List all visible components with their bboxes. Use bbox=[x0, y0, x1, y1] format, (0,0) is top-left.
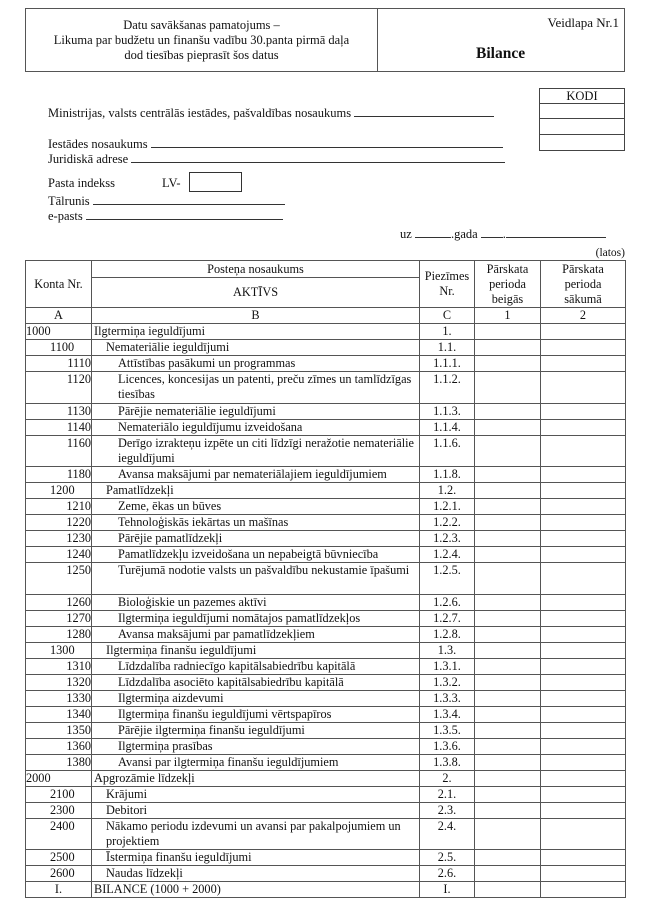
account-code-cell: 1230 bbox=[26, 531, 92, 547]
note-number-cell: 1.3.6. bbox=[420, 738, 475, 754]
period-start-value-field[interactable] bbox=[541, 547, 626, 563]
postal-code-field[interactable] bbox=[189, 172, 242, 192]
account-code-cell: 1300 bbox=[26, 642, 92, 658]
account-code-cell: 1140 bbox=[26, 419, 92, 435]
note-number-cell: 1.2.7. bbox=[420, 610, 475, 626]
codes-box bbox=[539, 88, 625, 151]
period-end-value-field[interactable] bbox=[475, 372, 541, 404]
balance-table bbox=[25, 260, 626, 898]
account-code-cell: 2000 bbox=[26, 770, 92, 786]
account-code-cell: 1220 bbox=[26, 515, 92, 531]
note-number-cell: 1.2.5. bbox=[420, 563, 475, 595]
note-number-cell: 1.3.2. bbox=[420, 674, 475, 690]
table-row bbox=[26, 850, 626, 866]
period-end-value-field[interactable] bbox=[475, 882, 541, 898]
item-name-cell: Pārējie nemateriālie ieguldījumi bbox=[92, 403, 420, 419]
period-end-value-field[interactable] bbox=[475, 754, 541, 770]
period-start-value-field[interactable] bbox=[541, 738, 626, 754]
period-start-value-field[interactable] bbox=[541, 467, 626, 483]
period-start-value-field[interactable] bbox=[541, 642, 626, 658]
table-row bbox=[26, 467, 626, 483]
period-start-value-field[interactable] bbox=[541, 658, 626, 674]
note-number-cell: 1.2.8. bbox=[420, 626, 475, 642]
code-field[interactable] bbox=[540, 104, 624, 119]
item-name-cell: Avansi par ilgtermiņa finanšu ieguldījumiem bbox=[92, 754, 420, 770]
item-name-cell: Līdzdalība asociēto kapitālsabiedrību kapitālā bbox=[92, 674, 420, 690]
period-start-value-field[interactable] bbox=[541, 531, 626, 547]
account-code-cell: 2600 bbox=[26, 866, 92, 882]
account-code-cell: 1130 bbox=[26, 403, 92, 419]
note-number-cell: 1.1.4. bbox=[420, 419, 475, 435]
item-name-cell: Nemateriālo ieguldījumu izveidošana bbox=[92, 419, 420, 435]
note-number-cell: 1. bbox=[420, 324, 475, 340]
table-row bbox=[26, 642, 626, 658]
item-name-cell: Licences, koncesijas un patenti, preču zīmes un tamlīdzīgas tiesības bbox=[92, 372, 420, 404]
item-name-cell: Ilgtermiņa prasības bbox=[92, 738, 420, 754]
period-end-value-field[interactable] bbox=[475, 403, 541, 419]
note-number-cell: 1.2.2. bbox=[420, 515, 475, 531]
account-code-cell: 1260 bbox=[26, 594, 92, 610]
period-start-value-field[interactable] bbox=[541, 674, 626, 690]
period-end-value-field[interactable] bbox=[475, 499, 541, 515]
period-start-value-field[interactable] bbox=[541, 850, 626, 866]
item-name-cell: Apgrozāmie līdzekļi bbox=[92, 770, 420, 786]
date-year-field[interactable] bbox=[506, 225, 606, 238]
date-prefix: uz bbox=[400, 227, 412, 241]
period-end-value-field[interactable] bbox=[475, 610, 541, 626]
table-row bbox=[26, 372, 626, 404]
period-end-value-field[interactable] bbox=[475, 594, 541, 610]
note-number-cell: I. bbox=[420, 882, 475, 898]
account-code-cell: 1380 bbox=[26, 754, 92, 770]
table-row bbox=[26, 866, 626, 882]
account-code-cell: 1270 bbox=[26, 610, 92, 626]
table-row bbox=[26, 706, 626, 722]
period-end-value-field[interactable] bbox=[475, 690, 541, 706]
item-name-cell: Pamatlīdzekļi bbox=[92, 483, 420, 499]
item-name-cell: Ilgtermiņa finanšu ieguldījumi bbox=[92, 642, 420, 658]
item-name-cell: Krājumi bbox=[92, 786, 420, 802]
note-number-cell: 2.1. bbox=[420, 786, 475, 802]
account-code-cell: 1350 bbox=[26, 722, 92, 738]
form-header bbox=[25, 8, 625, 72]
item-name-cell: Ilgtermiņa ieguldījumi bbox=[92, 324, 420, 340]
account-code-cell: 1250 bbox=[26, 563, 92, 595]
col-header-section: AKTĪVS bbox=[92, 278, 420, 308]
period-start-value-field[interactable] bbox=[541, 403, 626, 419]
note-number-cell: 1.2.6. bbox=[420, 594, 475, 610]
table-row bbox=[26, 594, 626, 610]
item-name-cell: Derīgo izrakteņu izpēte un citi līdzīgi neražotie nemateriālie ieguldījumi bbox=[92, 435, 420, 467]
table-row bbox=[26, 499, 626, 515]
period-start-value-field[interactable] bbox=[541, 483, 626, 499]
item-name-cell: Ilgtermiņa ieguldījumi nomātajos pamatlīdzekļos bbox=[92, 610, 420, 626]
email-field[interactable] bbox=[86, 207, 283, 220]
period-end-value-field[interactable] bbox=[475, 818, 541, 850]
period-start-value-field[interactable] bbox=[541, 626, 626, 642]
table-row bbox=[26, 435, 626, 467]
table-row bbox=[26, 690, 626, 706]
note-number-cell: 1.2.3. bbox=[420, 531, 475, 547]
note-number-cell: 1.3.5. bbox=[420, 722, 475, 738]
account-code-cell: 1310 bbox=[26, 658, 92, 674]
table-row bbox=[26, 324, 626, 340]
period-end-value-field[interactable] bbox=[475, 356, 541, 372]
period-end-value-field[interactable] bbox=[475, 770, 541, 786]
item-name-cell: Avansa maksājumi par nemateriālajiem ieguldījumiem bbox=[92, 467, 420, 483]
period-start-value-field[interactable] bbox=[541, 818, 626, 850]
table-row bbox=[26, 770, 626, 786]
period-end-value-field[interactable] bbox=[475, 563, 541, 595]
account-code-cell: 1160 bbox=[26, 435, 92, 467]
table-row bbox=[26, 802, 626, 818]
account-code-cell: 1110 bbox=[26, 356, 92, 372]
note-number-cell: 1.1.1. bbox=[420, 356, 475, 372]
note-number-cell: 1.3. bbox=[420, 642, 475, 658]
institution-field[interactable] bbox=[151, 135, 503, 148]
legal-basis bbox=[26, 9, 378, 71]
note-number-cell: 1.3.4. bbox=[420, 706, 475, 722]
col-letter: 2 bbox=[541, 308, 626, 324]
period-end-value-field[interactable] bbox=[475, 547, 541, 563]
account-code-cell: 1200 bbox=[26, 483, 92, 499]
table-row bbox=[26, 483, 626, 499]
period-end-value-field[interactable] bbox=[475, 626, 541, 642]
account-code-cell: 1120 bbox=[26, 372, 92, 404]
note-number-cell: 1.1.3. bbox=[420, 403, 475, 419]
table-row bbox=[26, 882, 626, 898]
col-letter: 1 bbox=[475, 308, 541, 324]
period-start-value-field[interactable] bbox=[541, 882, 626, 898]
institution-label: Iestādes nosaukums bbox=[48, 137, 148, 151]
period-end-value-field[interactable] bbox=[475, 738, 541, 754]
item-name-cell: Ilgtermiņa finanšu ieguldījumi vērtspapīros bbox=[92, 706, 420, 722]
legal-basis-line: dod tiesības pieprasīt šos datus bbox=[124, 47, 279, 62]
account-code-cell: 1240 bbox=[26, 547, 92, 563]
account-code-cell: 1000 bbox=[26, 324, 92, 340]
period-start-value-field[interactable] bbox=[541, 690, 626, 706]
email-row bbox=[48, 207, 283, 224]
col-header-item: Posteņa nosaukums bbox=[92, 261, 420, 278]
period-end-value-field[interactable] bbox=[475, 531, 541, 547]
phone-field[interactable] bbox=[93, 192, 285, 205]
page-title: Bilance bbox=[476, 45, 526, 62]
item-name-cell: Avansa maksājumi par pamatlīdzekļiem bbox=[92, 626, 420, 642]
period-start-value-field[interactable] bbox=[541, 722, 626, 738]
account-code-cell: I. bbox=[26, 882, 92, 898]
period-end-value-field[interactable] bbox=[475, 786, 541, 802]
codes-header: KODI bbox=[540, 89, 624, 104]
account-code-cell: 1340 bbox=[26, 706, 92, 722]
item-name-cell: Bioloģiskie un pazemes aktīvi bbox=[92, 594, 420, 610]
item-name-cell: Nākamo periodu izdevumi un avansi par pakalpojumiem un projektiem bbox=[92, 818, 420, 850]
period-end-value-field[interactable] bbox=[475, 642, 541, 658]
note-number-cell: 1.2.4. bbox=[420, 547, 475, 563]
note-number-cell: 1.2.1. bbox=[420, 499, 475, 515]
period-start-value-field[interactable] bbox=[541, 786, 626, 802]
period-end-value-field[interactable] bbox=[475, 340, 541, 356]
account-code-cell: 2100 bbox=[26, 786, 92, 802]
table-row bbox=[26, 340, 626, 356]
note-number-cell: 1.1. bbox=[420, 340, 475, 356]
phone-label: Tālrunis bbox=[48, 194, 90, 208]
period-start-value-field[interactable] bbox=[541, 594, 626, 610]
account-code-cell: 1330 bbox=[26, 690, 92, 706]
account-code-cell: 1320 bbox=[26, 674, 92, 690]
note-number-cell: 2.3. bbox=[420, 802, 475, 818]
item-name-cell: Īstermiņa finanšu ieguldījumi bbox=[92, 850, 420, 866]
account-code-cell: 1280 bbox=[26, 626, 92, 642]
col-header-account: Konta Nr. bbox=[26, 261, 92, 308]
account-code-cell: 2400 bbox=[26, 818, 92, 850]
postal-prefix: LV- bbox=[162, 176, 181, 190]
item-name-cell: Pamatlīdzekļu izveidošana un nepabeigtā būvniecība bbox=[92, 547, 420, 563]
legal-basis-line: Likuma par budžetu un finanšu vadību 30.panta pirmā daļa bbox=[53, 32, 350, 47]
address-label: Juridiskā adrese bbox=[48, 152, 129, 166]
ministry-row bbox=[48, 104, 494, 121]
table-row bbox=[26, 419, 626, 435]
period-start-value-field[interactable] bbox=[541, 356, 626, 372]
note-number-cell: 2. bbox=[420, 770, 475, 786]
col-header-end: Pārskata perioda beigās bbox=[475, 261, 541, 308]
note-number-cell: 1.3.8. bbox=[420, 754, 475, 770]
note-number-cell: 1.1.2. bbox=[420, 372, 475, 404]
period-end-value-field[interactable] bbox=[475, 802, 541, 818]
period-start-value-field[interactable] bbox=[541, 324, 626, 340]
period-start-value-field[interactable] bbox=[541, 802, 626, 818]
postal-label: Pasta indekss bbox=[48, 176, 116, 190]
date-dot: . bbox=[502, 227, 506, 241]
account-code-cell: 1100 bbox=[26, 340, 92, 356]
period-start-value-field[interactable] bbox=[541, 706, 626, 722]
period-start-value-field[interactable] bbox=[541, 866, 626, 882]
ministry-label: Ministrijas, valsts centrālās iestādes, pašvaldības nosaukums bbox=[48, 106, 352, 120]
period-end-value-field[interactable] bbox=[475, 674, 541, 690]
table-row bbox=[26, 754, 626, 770]
code-field[interactable] bbox=[540, 119, 624, 134]
note-number-cell: 1.1.6. bbox=[420, 435, 475, 467]
address-row bbox=[48, 150, 505, 167]
table-row bbox=[26, 658, 626, 674]
note-number-cell: 1.3.3. bbox=[420, 690, 475, 706]
table-row bbox=[26, 722, 626, 738]
table-row bbox=[26, 610, 626, 626]
ministry-field[interactable] bbox=[354, 104, 494, 117]
period-end-value-field[interactable] bbox=[475, 467, 541, 483]
period-end-value-field[interactable] bbox=[475, 866, 541, 882]
note-number-cell: 2.5. bbox=[420, 850, 475, 866]
period-start-value-field[interactable] bbox=[541, 340, 626, 356]
table-row bbox=[26, 356, 626, 372]
account-code-cell: 1360 bbox=[26, 738, 92, 754]
period-start-value-field[interactable] bbox=[541, 515, 626, 531]
period-start-value-field[interactable] bbox=[541, 499, 626, 515]
note-number-cell: 1.1.8. bbox=[420, 467, 475, 483]
period-end-value-field[interactable] bbox=[475, 483, 541, 499]
item-name-cell: Naudas līdzekļi bbox=[92, 866, 420, 882]
item-name-cell: Attīstības pasākumi un programmas bbox=[92, 356, 420, 372]
form-number: Veidlapa Nr.1 bbox=[547, 15, 619, 30]
period-start-value-field[interactable] bbox=[541, 563, 626, 595]
currency-note: (latos) bbox=[595, 247, 625, 259]
legal-basis-line: Datu savākšanas pamatojums – bbox=[123, 17, 280, 32]
item-name-cell: Zeme, ēkas un būves bbox=[92, 499, 420, 515]
period-end-value-field[interactable] bbox=[475, 658, 541, 674]
item-name-cell: Debitori bbox=[92, 802, 420, 818]
item-name-cell: Pārējie ilgtermiņa finanšu ieguldījumi bbox=[92, 722, 420, 738]
table-row bbox=[26, 786, 626, 802]
table-row bbox=[26, 674, 626, 690]
item-name-cell: Ilgtermiņa aizdevumi bbox=[92, 690, 420, 706]
table-row bbox=[26, 403, 626, 419]
account-code-cell: 1180 bbox=[26, 467, 92, 483]
table-row bbox=[26, 626, 626, 642]
table-row bbox=[26, 547, 626, 563]
item-name-cell: Turējumā nodotie valsts un pašvaldību nekustamie īpašumi bbox=[92, 563, 420, 595]
item-name-cell: Nemateriālie ieguldījumi bbox=[92, 340, 420, 356]
address-field[interactable] bbox=[131, 150, 505, 163]
period-end-value-field[interactable] bbox=[475, 722, 541, 738]
code-field[interactable] bbox=[540, 135, 624, 150]
date-day-field[interactable] bbox=[415, 225, 451, 238]
table-row bbox=[26, 563, 626, 595]
table-row bbox=[26, 818, 626, 850]
col-letter: C bbox=[420, 308, 475, 324]
note-number-cell: 1.3.1. bbox=[420, 658, 475, 674]
item-name-cell: Tehnoloģiskās iekārtas un mašīnas bbox=[92, 515, 420, 531]
period-start-value-field[interactable] bbox=[541, 754, 626, 770]
date-month-field[interactable] bbox=[481, 225, 503, 238]
col-letter: A bbox=[26, 308, 92, 324]
item-name-cell: BILANCE (1000 + 2000) bbox=[92, 882, 420, 898]
table-row bbox=[26, 738, 626, 754]
account-code-cell: 2300 bbox=[26, 802, 92, 818]
period-end-value-field[interactable] bbox=[475, 324, 541, 340]
period-end-value-field[interactable] bbox=[475, 435, 541, 467]
col-letter: B bbox=[92, 308, 420, 324]
period-start-value-field[interactable] bbox=[541, 435, 626, 467]
date-year-suffix: .gada bbox=[450, 227, 478, 241]
table-row bbox=[26, 515, 626, 531]
item-name-cell: Līdzdalība radniecīgo kapitālsabiedrību kapitālā bbox=[92, 658, 420, 674]
note-number-cell: 2.4. bbox=[420, 818, 475, 850]
email-label: e-pasts bbox=[48, 209, 83, 223]
period-end-value-field[interactable] bbox=[475, 419, 541, 435]
note-number-cell: 2.6. bbox=[420, 866, 475, 882]
period-start-value-field[interactable] bbox=[541, 419, 626, 435]
col-header-start: Pārskata perioda sākumā bbox=[541, 261, 626, 308]
period-end-value-field[interactable] bbox=[475, 515, 541, 531]
col-header-notes: Piezīmes Nr. bbox=[420, 261, 475, 308]
period-start-value-field[interactable] bbox=[541, 770, 626, 786]
account-code-cell: 1210 bbox=[26, 499, 92, 515]
account-code-cell: 2500 bbox=[26, 850, 92, 866]
period-start-value-field[interactable] bbox=[541, 610, 626, 626]
table-row bbox=[26, 531, 626, 547]
note-number-cell: 1.2. bbox=[420, 483, 475, 499]
period-end-value-field[interactable] bbox=[475, 706, 541, 722]
item-name-cell: Pārējie pamatlīdzekļi bbox=[92, 531, 420, 547]
period-end-value-field[interactable] bbox=[475, 850, 541, 866]
period-start-value-field[interactable] bbox=[541, 372, 626, 404]
date-row bbox=[400, 225, 606, 242]
